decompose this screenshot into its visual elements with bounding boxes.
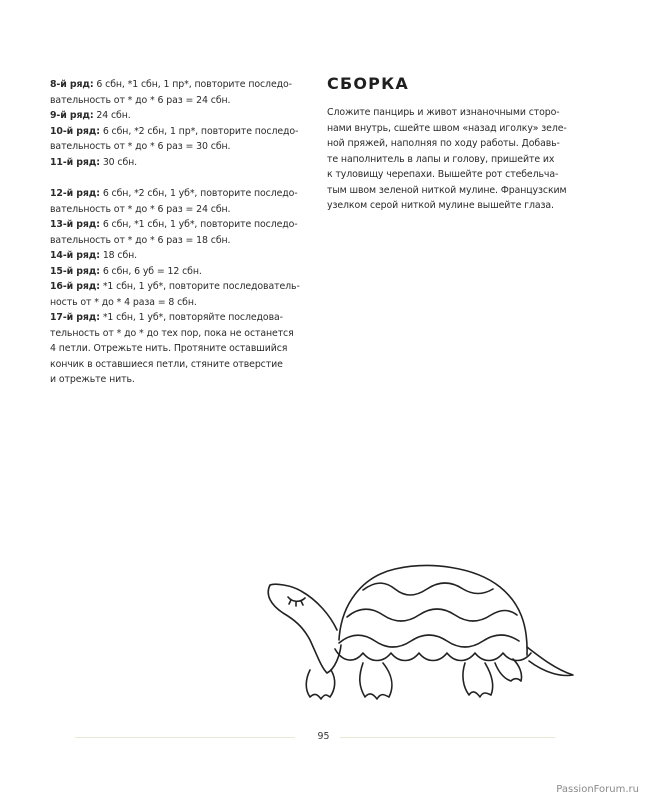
row-10-instruction xyxy=(50,124,312,155)
row-12-instruction xyxy=(50,186,312,217)
row-text: 18 сбн. xyxy=(102,250,138,261)
crochet-instructions xyxy=(50,77,312,388)
assembly-line: тым швом зеленой ниткой мулине. Французским xyxy=(327,184,567,196)
row-text: и отрежьте нить. xyxy=(50,374,135,385)
assembly-line: к туловищу черепахи. Вышейте рот стебельча- xyxy=(327,169,559,180)
row-text: 4 петли. Отрежьте нить. Протяните оставшийся xyxy=(50,343,288,354)
row-16-instruction xyxy=(50,279,312,310)
row-9-instruction xyxy=(50,108,312,124)
row-label: 14-й ряд: xyxy=(50,250,100,261)
row-text: 6 сбн, *2 сбн, 1 уб*, повторите последо- xyxy=(102,188,298,199)
assembly-line: узелком серой ниткой мулине вышейте глаза. xyxy=(327,200,554,211)
shell-band xyxy=(363,583,493,595)
row-text: вательность от * до * 6 раз = 24 сбн. xyxy=(50,94,231,106)
turtle-back-leg xyxy=(463,663,493,697)
turtle-tail xyxy=(527,647,573,675)
shell-band xyxy=(339,635,519,647)
row-text: вательность от * до * 6 раз = 24 сбн. xyxy=(50,203,231,215)
assembly-line: те наполнитель в лапы и голову, пришейте их xyxy=(327,153,555,165)
row-label: 16-й ряд: xyxy=(50,281,100,292)
row-text: *1 сбн, 1 уб*, повторите последователь- xyxy=(102,281,300,292)
assembly-line: Сложите панцирь и живот изнаночными сторо- xyxy=(327,107,560,118)
row-label: 9-й ряд: xyxy=(50,110,94,121)
row-label: 11-й ряд: xyxy=(50,156,100,168)
assembly-line: ной пряжей, наполняя по ходу работы. Добавь- xyxy=(327,138,560,149)
turtle-shell xyxy=(339,566,527,655)
row-text: 6 сбн, *2 сбн, 1 пр*, повторите последо- xyxy=(102,125,299,137)
row-label: 15-й ряд: xyxy=(50,265,100,277)
page-number: 95 xyxy=(317,731,330,742)
shell-rim xyxy=(335,649,531,661)
paragraph-gap xyxy=(50,170,312,186)
row-text: 6 сбн, *1 сбн, 1 пр*, повторите последо- xyxy=(96,79,292,90)
row-text: 6 сбн, 6 уб = 12 сбн. xyxy=(102,265,202,277)
row-8-instruction xyxy=(50,77,312,108)
watermark: PassionForum.ru xyxy=(556,784,639,795)
assembly-paragraph xyxy=(327,105,589,214)
row-11-instruction xyxy=(50,155,312,171)
turtle-back-leg xyxy=(495,659,522,681)
shell-band xyxy=(347,609,517,621)
row-13-instruction xyxy=(50,217,312,248)
row-text: 24 сбн. xyxy=(96,110,131,121)
row-text: 6 сбн, *1 сбн, 1 уб*, повторите последо- xyxy=(102,219,298,230)
row-text: кончик в оставшиеся петли, стяните отверстие xyxy=(50,358,283,370)
turtle-front-leg xyxy=(360,663,392,699)
assembly-line: нами внутрь, сшейте швом «назад иголку» зеле- xyxy=(327,122,567,134)
row-text: *1 сбн, 1 уб*, повторяйте последова- xyxy=(102,312,283,323)
row-text: 30 сбн. xyxy=(102,156,138,168)
row-label: 10-й ряд: xyxy=(50,125,100,137)
row-label: 12-й ряд: xyxy=(50,188,100,199)
row-label: 8-й ряд: xyxy=(50,79,94,90)
row-label: 13-й ряд: xyxy=(50,219,100,230)
row-text: вательность от * до * 6 раз = 30 сбн. xyxy=(50,141,231,152)
assembly-heading: СБОРКА xyxy=(327,74,409,93)
row-text: вательность от * до * 6 раз = 18 сбн. xyxy=(50,234,231,246)
row-label: 17-й ряд: xyxy=(50,312,100,323)
row-17-instruction xyxy=(50,310,312,388)
turtle-illustration xyxy=(255,545,585,715)
turtle-front-leg xyxy=(306,670,334,699)
row-text: тельность от * до * до тех пор, пока не останется xyxy=(50,327,294,339)
row-15-instruction xyxy=(50,264,312,280)
row-text: ность от * до * 4 раза = 8 сбн. xyxy=(50,296,197,308)
row-14-instruction xyxy=(50,248,312,264)
